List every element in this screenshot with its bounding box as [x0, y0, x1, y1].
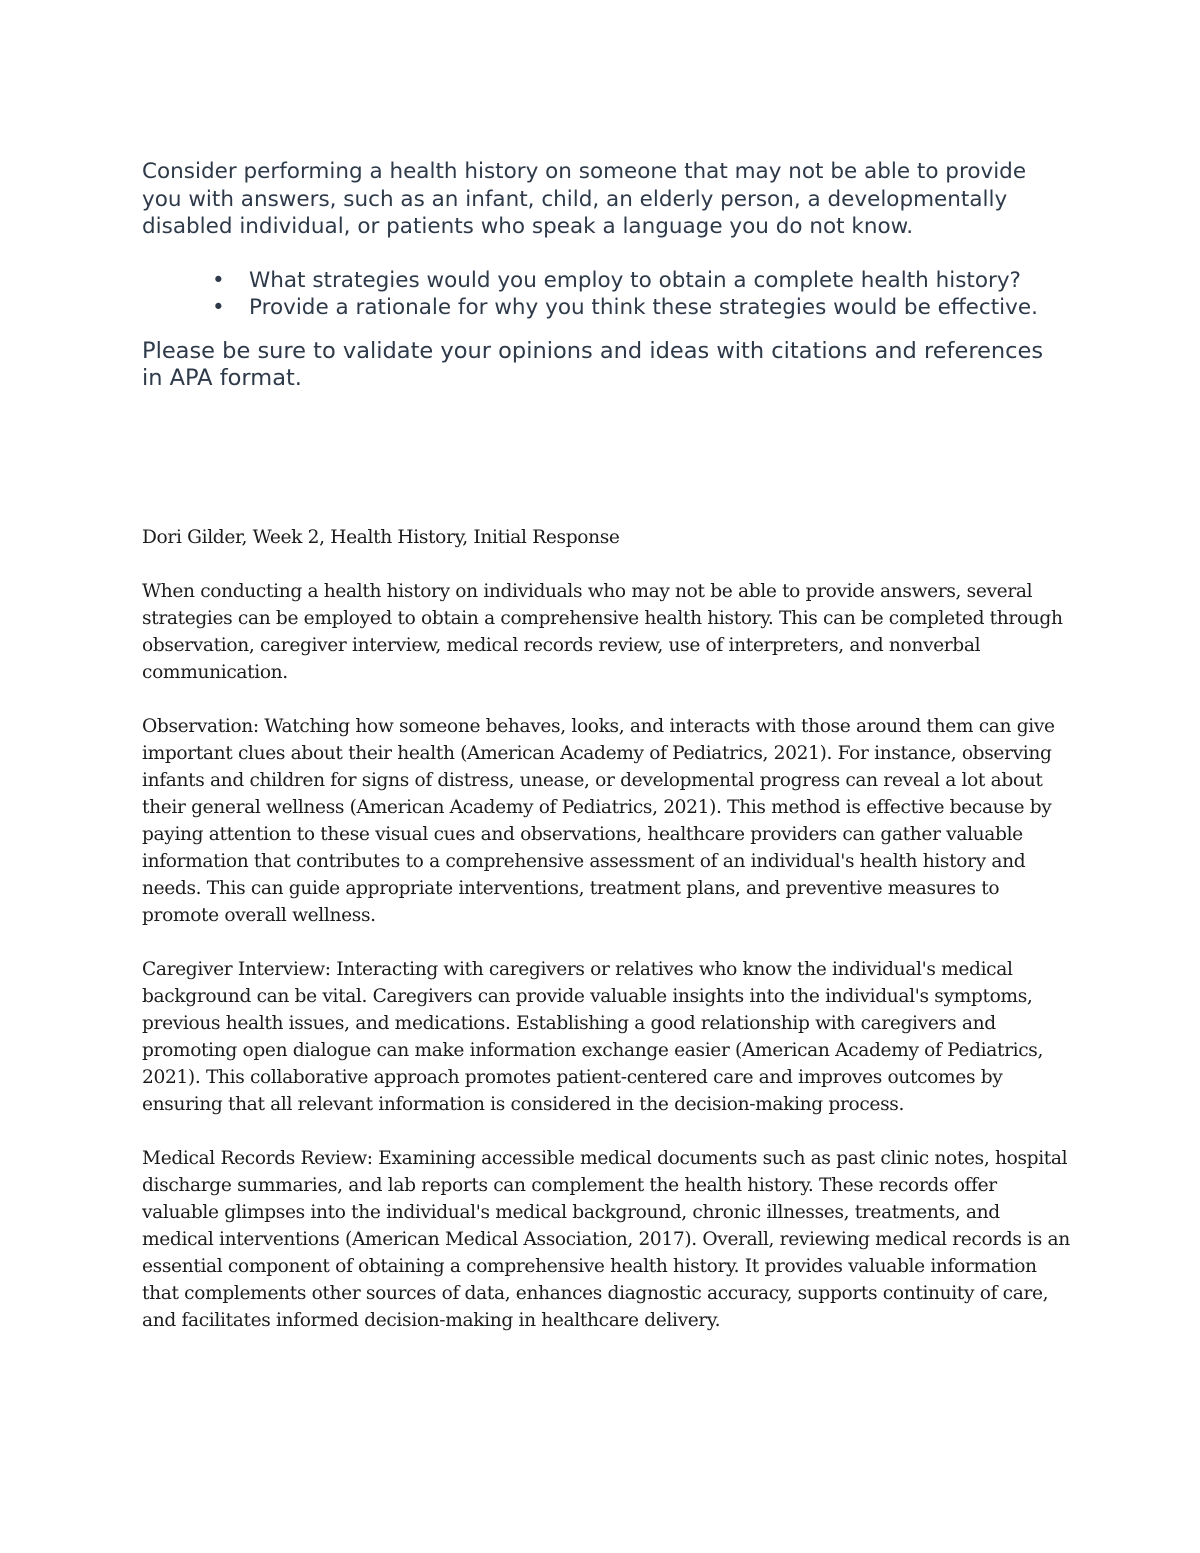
response-paragraph: Caregiver Interview: Interacting with caregivers or relatives who know the individual's medical background can be vital. Caregivers can provide valuable insights into the individual's symptoms, previous health issues, and medications. Establishing a good relationship with caregivers and promoting open dialogue can make information exchange easier (American Academy of Pediatrics, 2021). This collaborative approach promotes patient-centered care and improves outcomes by ensuring that all relevant information is considered in the decision-making process.	[142, 959, 1044, 1115]
prompt-question	[212, 267, 1062, 295]
prompt-question-text: Provide a rationale for why you think these strategies would be effective.	[249, 295, 1038, 320]
prompt-intro: Consider performing a health history on someone that may not be able to provide you with answers, such as an infant, child, an elderly person, a developmentally disabled individual, or patients who speak a language you do not know.	[142, 159, 1027, 239]
response-paragraph: Medical Records Review: Examining accessible medical documents such as past clinic notes, hospital discharge summaries, and lab reports can complement the health history. These records offer valuable glimpses into the individual's medical background, chronic illnesses, treatments, and medical interventions (American Medical Association, 2017). Overall, reviewing medical records is an essential component of obtaining a comprehensive health history. It provides valuable information that complements other sources of data, enhances diagnostic accuracy, supports continuity of care, and facilitates informed decision-making in healthcare delivery.	[142, 1148, 1070, 1331]
prompt-closing: Please be sure to validate your opinions and ideas with citations and references in APA format.	[142, 337, 1044, 391]
bullet-icon: •	[212, 295, 225, 320]
response-paragraph: When conducting a health history on individuals who may not be able to provide answers, several strategies can be employed to obtain a comprehensive health history. This can be completed through observation, caregiver interview, medical records review, use of interpreters, and nonverbal communication.	[142, 581, 1063, 683]
response-heading: Dori Gilder, Week 2, Health History, Initial Response	[142, 527, 620, 548]
prompt-question-text: What strategies would you employ to obtain a complete health history?	[249, 267, 1021, 293]
student-response	[142, 524, 1072, 1361]
prompt-question	[212, 294, 1062, 322]
response-paragraph: Observation: Watching how someone behaves, looks, and interacts with those around them can give important clues about their health (American Academy of Pediatrics, 2021). For instance, observing infants and children for signs of distress, unease, or developmental progress can reveal a lot about their general wellness (American Academy of Pediatrics, 2021). This method is effective because by paying attention to these visual cues and observations, healthcare providers can gather valuable information that contributes to a comprehensive assessment of an individual's health history and needs. This can guide appropriate interventions, treatment plans, and preventive measures to promote overall wellness.	[142, 716, 1055, 926]
prompt-questions-list	[142, 267, 1062, 322]
discussion-prompt	[142, 158, 1062, 393]
bullet-icon: •	[212, 267, 225, 293]
